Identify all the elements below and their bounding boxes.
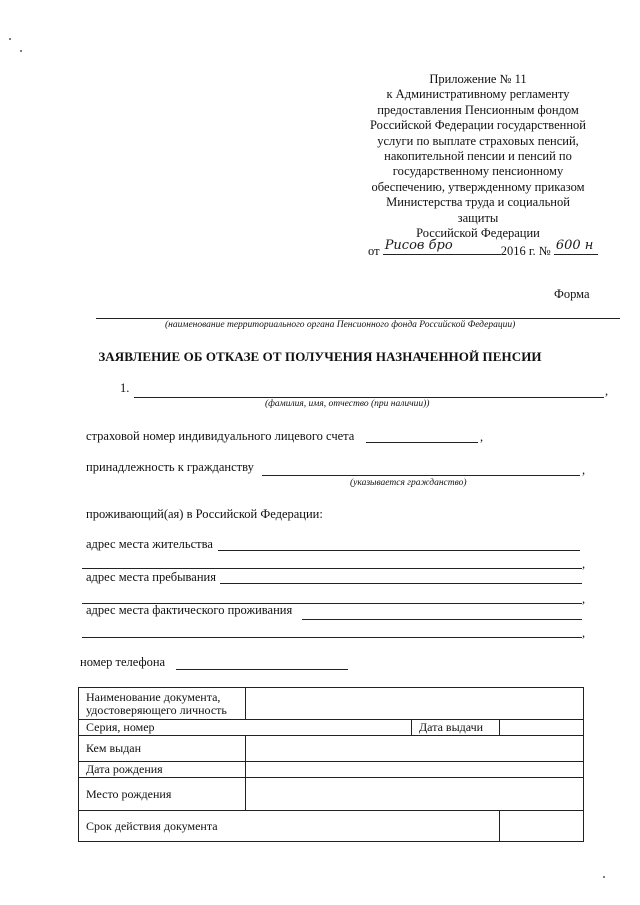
appendix-line: Министерства труда и социальной [386, 195, 570, 210]
table-row [79, 688, 584, 720]
table-row [79, 811, 584, 842]
form-label: Форма [554, 287, 590, 301]
scan-speck [603, 876, 605, 878]
doc-name-label: Наименование документа, удостоверяющего личность [79, 688, 246, 720]
comma: , [582, 463, 586, 477]
residence-address-field-line2[interactable] [82, 568, 582, 569]
order-year: 2016 г. № [500, 244, 551, 258]
actual-address-field-line2[interactable] [82, 637, 582, 638]
full-name-field[interactable] [134, 397, 604, 398]
comma: , [605, 384, 609, 398]
order-reference [368, 240, 628, 262]
id-document-table [78, 687, 584, 842]
territorial-organ-caption: (наименование территориального органа Пенсионного фонда Российской Федерации) [165, 320, 516, 330]
appendix-line: Российской Федерации [416, 226, 540, 241]
issue-date-label: Дата выдачи [412, 720, 500, 736]
appendix-line: защиты [457, 210, 499, 225]
residence-address-label: адрес места жительства [86, 537, 213, 551]
comma: , [582, 626, 586, 640]
comma: , [582, 557, 586, 571]
issued-by-cell[interactable] [246, 736, 584, 762]
table-row [79, 778, 584, 811]
comma: , [582, 592, 586, 606]
table-row [79, 720, 584, 736]
actual-address-label: адрес места фактического проживания [86, 603, 293, 617]
appendix-line: к Административному регламенту [386, 87, 570, 102]
order-date-handwritten: Рисов бро [384, 238, 453, 253]
citizenship-label: принадлежность к гражданству [86, 460, 254, 474]
order-number-handwritten: 600 н [555, 238, 594, 253]
birth-place-cell[interactable] [246, 778, 584, 811]
snils-field[interactable] [366, 442, 478, 443]
order-number-field [554, 240, 598, 255]
page-title: ЗАЯВЛЕНИЕ ОБ ОТКАЗЕ ОТ ПОЛУЧЕНИЯ НАЗНАЧЕННОЙ ПЕНСИИ [98, 349, 542, 364]
appendix-line: обеспечению, утвержденному приказом [371, 179, 585, 194]
appendix-line: накопительной пенсии и пенсий по [384, 149, 572, 164]
issue-date-cell[interactable] [500, 720, 584, 736]
series-number-label[interactable]: Серия, номер [79, 720, 412, 736]
order-date-field [383, 240, 501, 255]
appendix-line: Российской Федерации государственной [370, 118, 586, 133]
order-prefix: от [368, 244, 380, 258]
stay-address-field[interactable] [220, 583, 582, 584]
scan-speck [20, 50, 22, 52]
appendix-line: предоставления Пенсионным фондом [377, 102, 579, 117]
validity-cell[interactable] [500, 811, 584, 842]
full-name-caption: (фамилия, имя, отчество (при наличии)) [265, 399, 430, 409]
item-number: 1. [120, 381, 130, 395]
residence-address-field[interactable] [218, 550, 580, 551]
territorial-organ-line[interactable] [96, 318, 620, 319]
scan-speck [9, 38, 11, 40]
appendix-header [346, 72, 610, 241]
issued-by-label: Кем выдан [79, 736, 246, 762]
birth-date-label: Дата рождения [79, 762, 246, 778]
citizenship-caption: (указывается гражданство) [350, 478, 467, 488]
actual-address-field[interactable] [302, 619, 582, 620]
table-row [79, 736, 584, 762]
citizenship-field[interactable] [262, 475, 580, 476]
residing-label: проживающий(ая) в Российской Федерации: [86, 507, 323, 521]
doc-name-cell[interactable] [246, 688, 584, 720]
comma: , [480, 430, 484, 444]
birth-date-cell[interactable] [246, 762, 584, 778]
birth-place-label: Место рождения [79, 778, 246, 811]
phone-field[interactable] [176, 669, 348, 670]
appendix-line: услуги по выплате страховых пенсий, [377, 133, 579, 148]
validity-label: Срок действия документа [79, 811, 500, 842]
snils-label: страховой номер индивидуального лицевого счета [86, 429, 355, 443]
table-row [79, 762, 584, 778]
stay-address-label: адрес места пребывания [86, 570, 216, 584]
appendix-line: государственному пенсионному [392, 164, 564, 179]
phone-label: номер телефона [80, 655, 166, 669]
appendix-line: Приложение № 11 [429, 72, 527, 86]
